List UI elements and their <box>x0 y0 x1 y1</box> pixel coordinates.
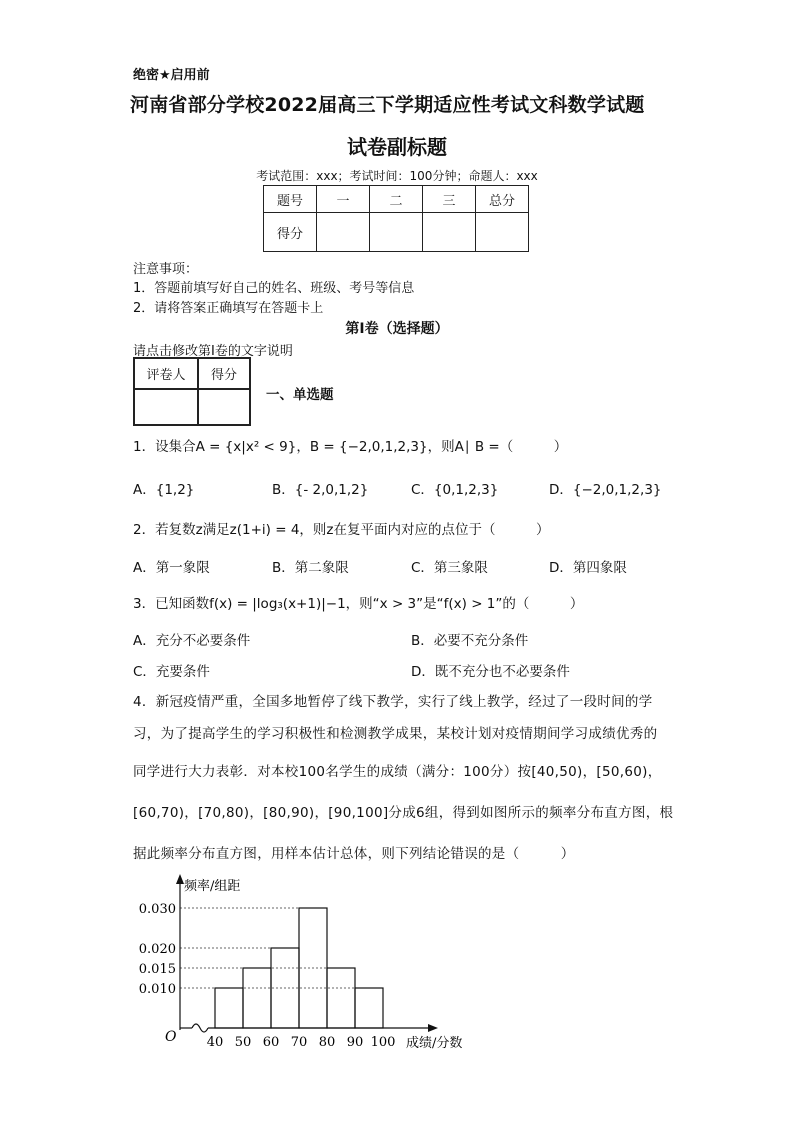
score-cell[interactable] <box>370 213 423 252</box>
x-axis-arrow <box>428 1024 438 1032</box>
note-item: 2．请将答案正确填写在答题卡上 <box>133 301 324 316</box>
q2-option-c[interactable]: C．第三象限 <box>411 560 488 576</box>
y-tick-label: 0.020 <box>138 942 176 957</box>
histogram-bar <box>243 968 271 1028</box>
q2-option-d[interactable]: D．第四象限 <box>549 560 627 576</box>
grader-score-label: 得分 <box>198 358 250 389</box>
confidential-mark: 绝密★启用前 <box>133 68 210 83</box>
x-tick-label: 90 <box>346 1035 364 1050</box>
question-2-stem: 2．若复数z满足z(1+i) = 4，则z在复平面内对应的点位于（ ） <box>133 522 550 538</box>
y-axis-arrow <box>176 874 184 884</box>
score-header-cell: 题号 <box>264 186 317 213</box>
histogram-bar <box>355 988 383 1028</box>
q1-option-b[interactable]: B．{- 2,0,1,2} <box>272 482 369 498</box>
y-tick-label: 0.030 <box>138 902 176 917</box>
grader-cell[interactable] <box>134 389 198 425</box>
axis-break-mark <box>192 1024 208 1032</box>
q1-option-d[interactable]: D．{−2,0,1,2,3} <box>549 482 662 498</box>
score-header-cell: 总分 <box>476 186 529 213</box>
origin-label: O <box>165 1029 177 1045</box>
x-tick-label: 80 <box>318 1035 336 1050</box>
q3-option-b[interactable]: B．必要不充分条件 <box>411 633 529 649</box>
q3-option-c[interactable]: C．充要条件 <box>133 664 210 680</box>
q2-option-a[interactable]: A．第一象限 <box>133 560 210 576</box>
part-title: 第I卷（选择题） <box>345 321 449 337</box>
score-header-cell: 三 <box>423 186 476 213</box>
q3-option-d[interactable]: D．既不充分也不必要条件 <box>411 664 570 680</box>
exam-info: 考试范围：xxx；考试时间：100分钟；命题人：xxx <box>256 169 538 183</box>
grader-label: 评卷人 <box>134 358 198 389</box>
x-tick-label: 100 <box>370 1035 396 1050</box>
q1-option-a[interactable]: A．{1,2} <box>133 482 195 498</box>
question-4-line: 据此频率分布直方图，用样本估计总体，则下列结论错误的是（ ） <box>133 846 575 862</box>
question-3-stem: 3．已知函数f(x) = |log₃(x+1)|−1，则“x > 3”是“f(x) > 1”的（ ） <box>133 596 584 612</box>
y-tick-label: 0.015 <box>138 962 176 977</box>
notes-heading: 注意事项： <box>133 262 199 277</box>
note-item: 1．答题前填写好自己的姓名、班级、考号等信息 <box>133 281 415 296</box>
question-1-stem: 1．设集合A = {x|x² < 9}，B = {−2,0,1,2,3}，则A∣ B =（ ） <box>133 439 568 455</box>
y-tick-label: 0.010 <box>138 982 176 997</box>
score-cell[interactable] <box>423 213 476 252</box>
x-tick-label: 70 <box>290 1035 308 1050</box>
score-table <box>263 185 529 252</box>
grader-table <box>133 357 251 426</box>
frequency-histogram <box>120 868 490 1058</box>
section-heading: 一、单选题 <box>266 387 334 403</box>
y-axis-label: 频率/组距 <box>184 879 241 894</box>
exam-subtitle: 试卷副标题 <box>347 135 447 159</box>
question-4-line: [60,70)，[70,80)，[80,90)，[90,100]分成6组，得到如图所示的频率分布直方图，根 <box>133 805 674 821</box>
q2-option-b[interactable]: B．第二象限 <box>272 560 349 576</box>
x-tick-label: 50 <box>234 1035 252 1050</box>
score-row-label: 得分 <box>264 213 317 252</box>
x-axis-label: 成绩/分数 <box>406 1036 463 1051</box>
part-hint[interactable]: 请点击修改第I卷的文字说明 <box>133 344 293 359</box>
x-tick-label: 40 <box>206 1035 224 1050</box>
score-header-cell: 一 <box>317 186 370 213</box>
question-4-line: 同学进行大力表彰．对本校100名学生的成绩（满分：100分）按[40,50)，[50,60)， <box>133 764 662 780</box>
q1-option-c[interactable]: C．{0,1,2,3} <box>411 482 499 498</box>
score-cell[interactable] <box>317 213 370 252</box>
score-cell[interactable] <box>476 213 529 252</box>
grader-score-cell[interactable] <box>198 389 250 425</box>
x-tick-label: 60 <box>262 1035 280 1050</box>
histogram-bar <box>327 968 355 1028</box>
question-4-line: 习，为了提高学生的学习积极性和检测教学成果，某校计划对疫情期间学习成绩优秀的 <box>133 726 658 742</box>
exam-title: 河南省部分学校2022届高三下学期适应性考试文科数学试题 <box>130 94 645 116</box>
question-4-line: 4．新冠疫情严重，全国多地暂停了线下教学，实行了线上教学，经过了一段时间的学 <box>133 694 653 710</box>
q3-option-a[interactable]: A．充分不必要条件 <box>133 633 251 649</box>
histogram-bar <box>215 988 243 1028</box>
score-header-cell: 二 <box>370 186 423 213</box>
